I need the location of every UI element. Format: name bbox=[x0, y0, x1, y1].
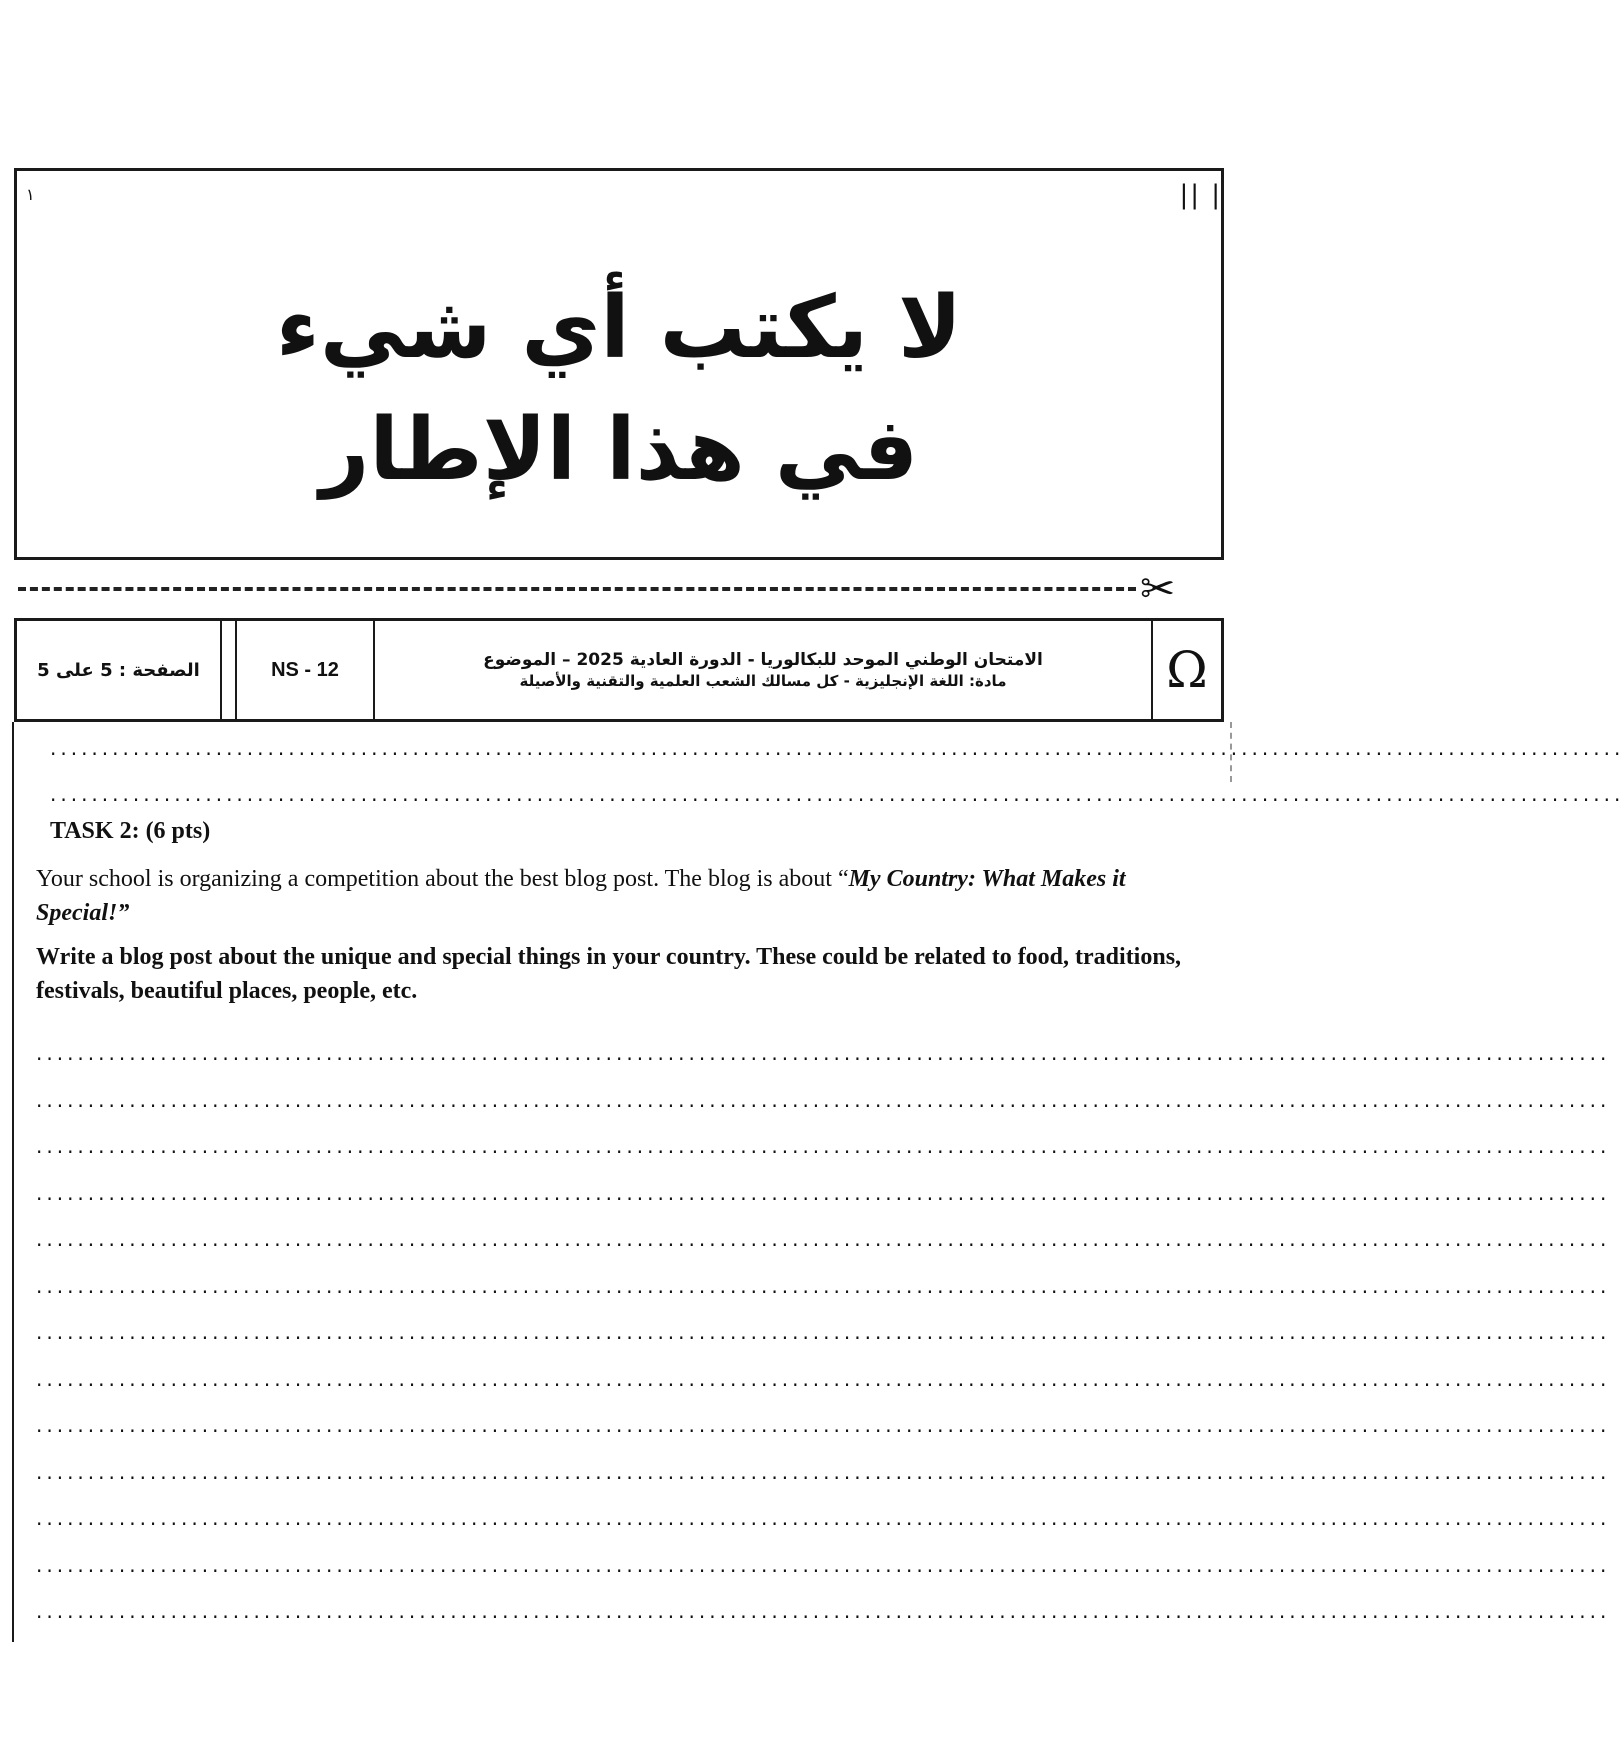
page-label: الصفحة : 5 على 5 bbox=[17, 621, 222, 719]
task-topic: My Country: What Makes it Special!” bbox=[36, 866, 1126, 926]
frame-warning bbox=[17, 267, 1221, 511]
answer-line[interactable]: ........................................................................................................................................................ bbox=[36, 1180, 1611, 1205]
answer-line[interactable]: ........................................................................................................................................................ bbox=[36, 1087, 1611, 1112]
exam-code: NS - 12 bbox=[235, 621, 375, 719]
answer-line[interactable]: ........................................................................................................................................................ bbox=[36, 1227, 1611, 1251]
answer-line[interactable]: ........................................................................................................................................................ bbox=[36, 1552, 1611, 1577]
scissors-icon: ✂ bbox=[1140, 564, 1176, 613]
answer-line[interactable]: ........................................................................................................................................................ bbox=[36, 1041, 1611, 1065]
task-intro-text: Your school is organizing a competition about the best blog post. The blog is about “ bbox=[36, 866, 849, 892]
answer-line[interactable]: ........................................................................................................................................................ bbox=[36, 1599, 1611, 1623]
left-margin-rule bbox=[12, 722, 14, 1642]
exam-header bbox=[14, 618, 1224, 722]
answer-line[interactable]: ........................................................................................................................................................ bbox=[36, 1459, 1611, 1484]
answer-line[interactable]: ........................................................................................................................................................ bbox=[36, 1134, 1611, 1158]
answer-line[interactable]: ........................................................................................................................................................ bbox=[36, 1506, 1611, 1530]
answer-line[interactable]: ........................................................................................................................................................ bbox=[36, 1366, 1611, 1391]
corner-marks: || | bbox=[1179, 180, 1222, 210]
answer-line[interactable]: ........................................................................................................................................................ bbox=[36, 1273, 1611, 1298]
page-number-corner: ١ bbox=[26, 185, 35, 204]
cut-line bbox=[18, 587, 1136, 591]
frame-warning-line1: لا يكتب أي شيء bbox=[275, 278, 963, 378]
answer-line-prev-1[interactable]: ........................................................................................................................................................ bbox=[50, 736, 1624, 760]
answer-line[interactable]: ........................................................................................................................................................ bbox=[36, 1413, 1611, 1437]
exam-title-line2: مادة: اللغة الإنجليزية - كل مسالك الشعب العلمية والتقنية والأصيلة bbox=[519, 672, 1007, 690]
answer-line[interactable]: ........................................................................................................................................................ bbox=[36, 1320, 1611, 1344]
exam-title bbox=[375, 621, 1153, 719]
task-instruction: Write a blog post about the unique and special things in your country. These could be related to food, traditions, festivals, beautiful places, people, etc. bbox=[36, 944, 1182, 1004]
exam-title-line1: الامتحان الوطني الموحد للبكالوريا - الدورة العادية 2025 – الموضوع bbox=[483, 650, 1043, 670]
frame-warning-line2: في هذا الإطار bbox=[319, 400, 919, 500]
answer-line-prev-2[interactable]: ........................................................................................................................................................ bbox=[50, 782, 1624, 806]
no-write-frame bbox=[14, 168, 1224, 560]
task-title: TASK 2: (6 pts) bbox=[50, 818, 211, 844]
task-intro bbox=[36, 862, 1186, 930]
omega-logo-icon: Ω bbox=[1166, 641, 1208, 699]
